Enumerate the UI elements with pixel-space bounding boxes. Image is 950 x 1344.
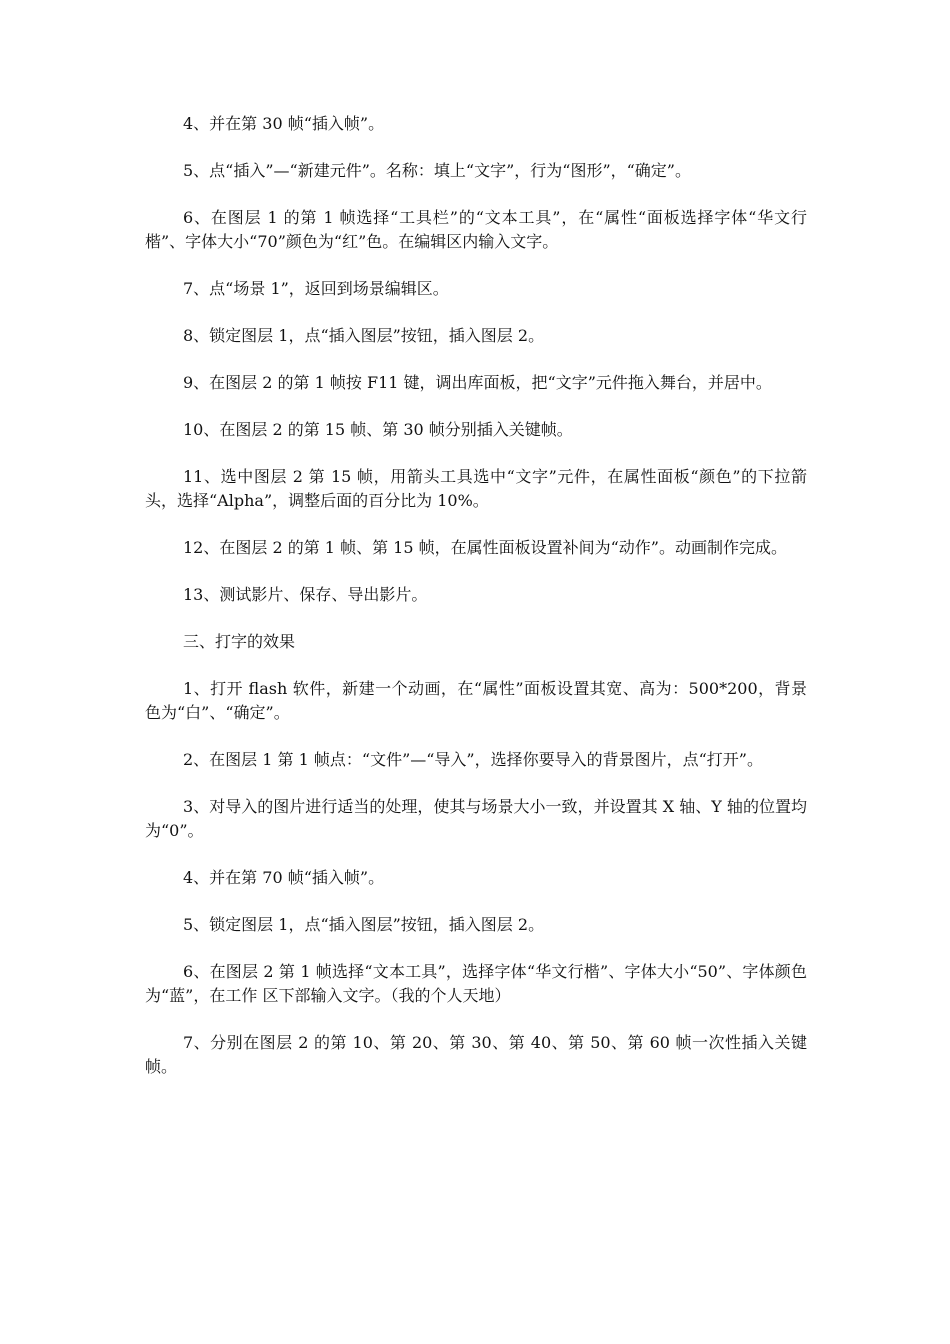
paragraph-step-12: 12、在图层 2 的第 1 帧、第 15 帧，在属性面板设置补间为“动作”。动画制作完成。 (183, 538, 787, 557)
paragraph-typing-step-5: 5、锁定图层 1，点“插入图层”按钮，插入图层 2。 (183, 915, 545, 934)
paragraph-typing-step-7: 7、分别在图层 2 的第 10、第 20、第 30、第 40、第 50、第 60 帧一次性插入关键帧。 (145, 1033, 807, 1076)
paragraph-typing-step-4: 4、并在第 70 帧“插入帧”。 (183, 868, 385, 887)
paragraph-step-9: 9、在图层 2 的第 1 帧按 F11 键，调出库面板，把“文字”元件拖入舞台，并居中。 (183, 373, 772, 392)
paragraph-step-6: 6、在图层 1 的第 1 帧选择“工具栏”的“文本工具”，在“属性“面板选择字体“华文行楷”、字体大小“70”颜色为“红”色。在编辑区内输入文字。 (145, 208, 807, 251)
paragraph-typing-step-3: 3、对导入的图片进行适当的处理，使其与场景大小一致，并设置其 X 轴、Y 轴的位置均为“0”。 (145, 797, 807, 840)
paragraph-step-11: 11、选中图层 2 第 15 帧，用箭头工具选中“文字”元件，在属性面板“颜色”的下拉箭头，选择“Alpha”，调整后面的百分比为 10%。 (145, 467, 807, 510)
paragraph-step-10: 10、在图层 2 的第 15 帧、第 30 帧分别插入关键帧。 (183, 420, 573, 439)
paragraph-typing-step-1: 1、打开 flash 软件，新建一个动画，在“属性”面板设置其宽、高为：500*200，背景 色为“白”、“确定”。 (145, 679, 807, 722)
paragraph-step-13: 13、测试影片、保存、导出影片。 (183, 585, 428, 604)
document-body (145, 112, 807, 1102)
paragraph-typing-step-6: 6、在图层 2 第 1 帧选择“文本工具”，选择字体“华文行楷”、字体大小“50”、字体颜色为“蓝”，在工作 区下部输入文字。（我的个人天地） (145, 962, 807, 1005)
paragraph-step-8: 8、锁定图层 1，点“插入图层”按钮，插入图层 2。 (183, 326, 545, 345)
paragraph-typing-step-2: 2、在图层 1 第 1 帧点：“文件”—“导入”，选择你要导入的背景图片，点“打开”。 (183, 750, 763, 769)
paragraph-step-5: 5、点“插入”—“新建元件”。名称：填上“文字”，行为“图形”，“确定”。 (183, 161, 691, 180)
paragraph-step-4: 4、并在第 30 帧“插入帧”。 (183, 114, 385, 133)
paragraph-step-7: 7、点“场景 1”，返回到场景编辑区。 (183, 279, 449, 298)
section-heading-typing-effect: 三、打字的效果 (183, 632, 296, 651)
